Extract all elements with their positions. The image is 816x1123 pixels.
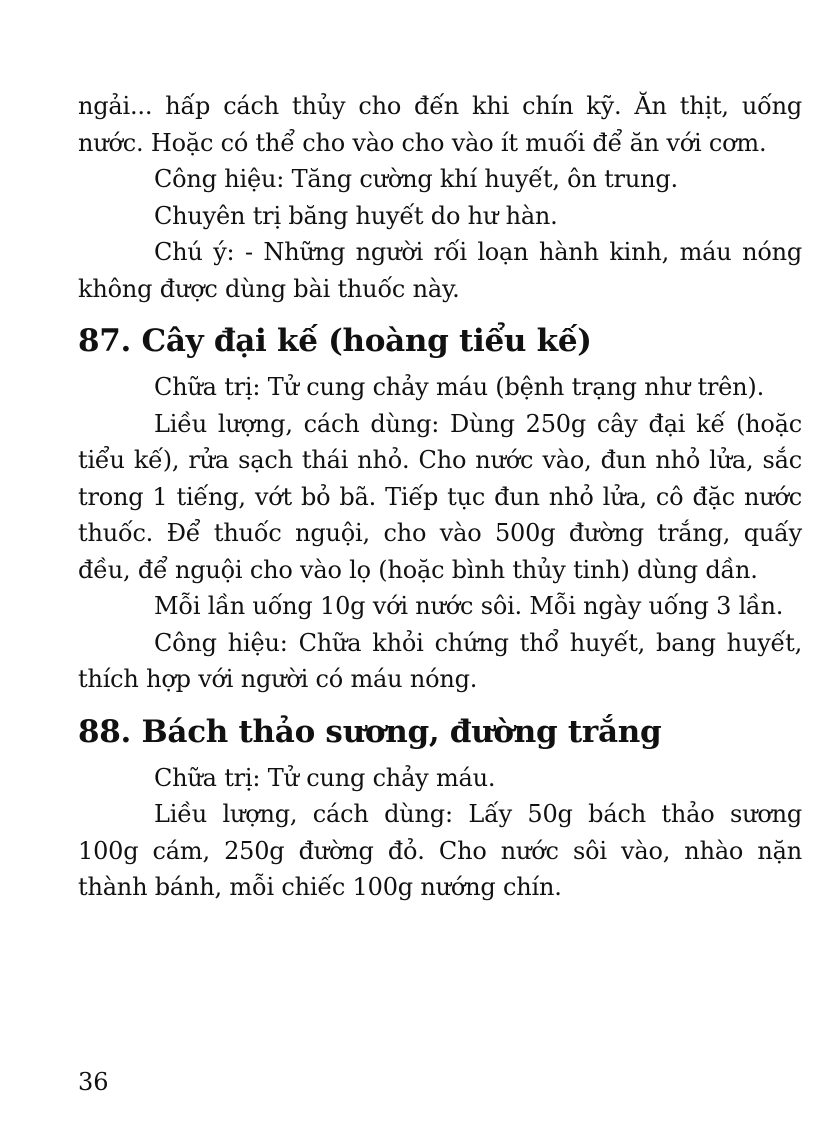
paragraph-preparation-continued: ngải... hấp cách thủy cho đến khi chín kỹ. Ăn thịt, uống nước. Hoặc có thể cho vào cho vào ít muối để ăn với cơm.	[78, 92, 802, 157]
page-number: 36	[78, 1068, 109, 1096]
paragraph-note: Chú ý: - Những người rối loạn hành kinh, máu nóng không được dùng bài thuốc này.	[78, 238, 802, 303]
document-page	[78, 88, 802, 906]
paragraph-effect-87: Công hiệu: Chữa khỏi chứng thổ huyết, bang huyết, thích hợp với người có máu nóng.	[78, 628, 802, 693]
section-heading-88: 88. Bách thảo sương, đường trắng	[78, 713, 662, 750]
paragraph-dosage-88: Liều lượng, cách dùng: Lấy 50g bách thảo sương 100g cám, 250g đường đỏ. Cho nước sôi vào, nhào nặn thành bánh, mỗi chiếc 100g nướng chín.	[78, 800, 802, 901]
paragraph-treatment-88: Chữa trị: Tử cung chảy máu.	[154, 763, 496, 792]
paragraph-usage-87: Mỗi lần uống 10g với nước sôi. Mỗi ngày uống 3 lần.	[154, 592, 784, 620]
paragraph-dosage-87: Liều lượng, cách dùng: Dùng 250g cây đại kế (hoặc tiểu kế), rửa sạch thái nhỏ. Cho nước vào, đun nhỏ lửa, sắc trong 1 tiếng, vớt bỏ bã. Tiếp tục đun nhỏ lửa, cô đặc nước thuốc. Để thuốc nguội, cho vào 500g đường trắng, quấy đều, để nguội cho vào lọ (hoặc bình thủy tinh) dùng dần.	[78, 409, 802, 584]
paragraph-treatment-87: Chữa trị: Tử cung chảy máu (bệnh trạng như trên).	[154, 373, 765, 401]
paragraph-indication: Chuyên trị băng huyết do hư hàn.	[154, 201, 558, 230]
paragraph-effect: Công hiệu: Tăng cường khí huyết, ôn trung.	[154, 165, 678, 193]
section-heading-87: 87. Cây đại kế (hoàng tiểu kế)	[78, 323, 592, 359]
